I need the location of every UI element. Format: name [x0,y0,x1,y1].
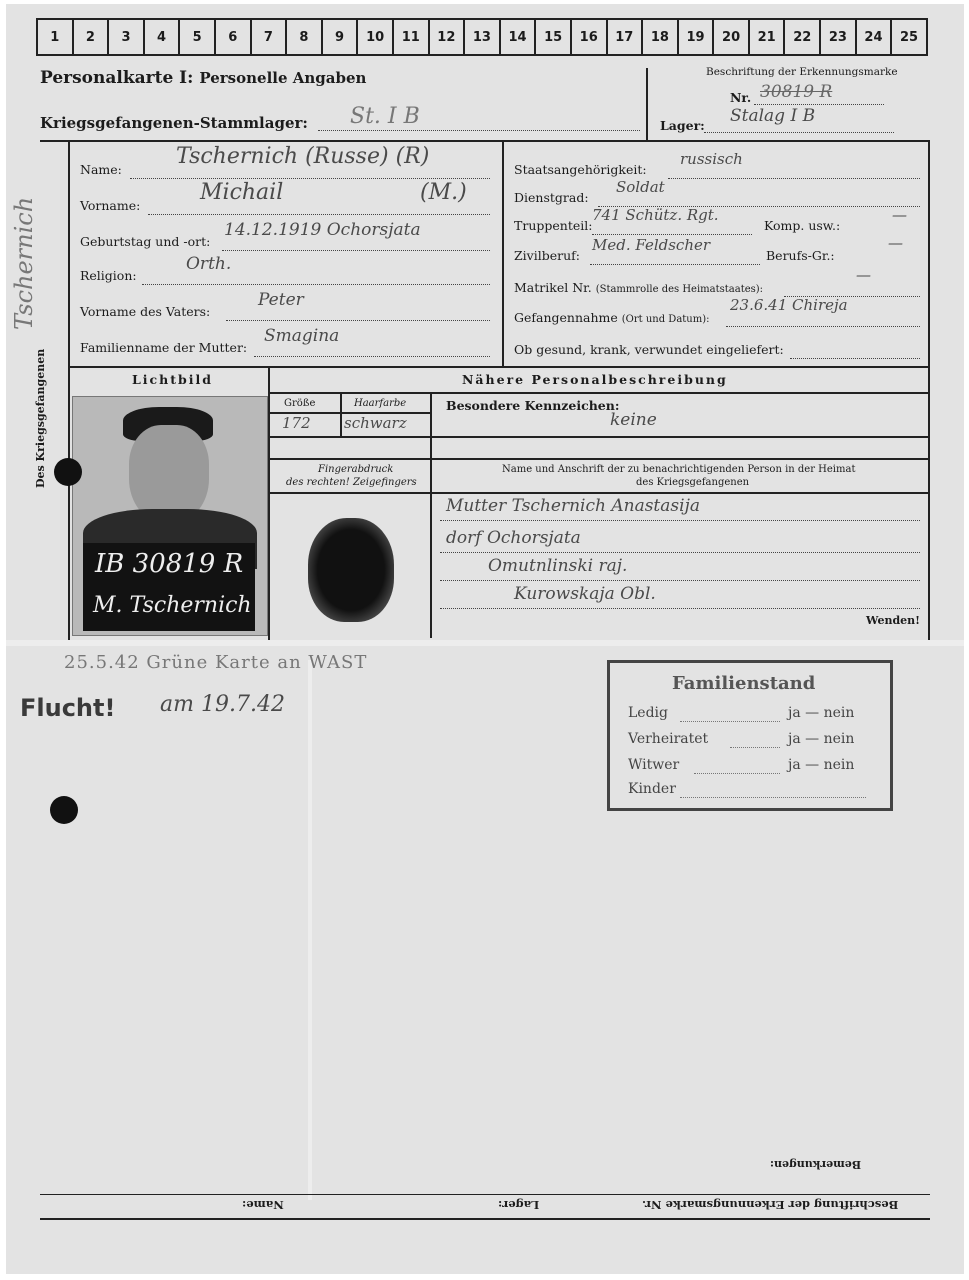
card-title [40,68,366,88]
number-cell: 4 [143,20,179,54]
card-title-text: Personalkarte I: [40,68,194,88]
erkennungsmarke-label: Beschriftung der Erkennungsmarke [706,66,898,78]
card-subtitle: Personelle Angaben [199,69,367,87]
mutter-value: Smagina [264,326,340,346]
photo-slate [83,543,255,631]
groesse-label: Größe [284,398,316,409]
nr-value: 30819 R [760,82,833,102]
gesund-label: Ob gesund, krank, verwundet eingeliefert: [514,342,784,357]
anschrift-line-4: Kurowskaja Obl. [514,584,656,604]
zivilberuf-label: Zivilberuf: [514,248,581,263]
flucht-date: am 19.7.42 [160,692,285,717]
name-label: Name: [80,162,122,177]
gefangen-label [514,310,710,325]
kennzeichen-label: Besondere Kennzeichen: [446,398,620,413]
punch-hole-top [54,458,82,486]
vater-line [226,320,490,321]
number-cell: 12 [428,20,464,54]
berufsgr-value: — [888,234,903,252]
zivilberuf-line [590,264,760,265]
finger-label-1: Fingerabdruck [318,464,394,475]
number-cell: 6 [214,20,250,54]
religion-label: Religion: [80,268,137,283]
anschrift-line-2: dorf Ochorsjata [446,528,581,548]
vater-label: Vorname des Vaters: [80,304,211,319]
anschrift-rule-2 [440,552,920,553]
number-cell: 7 [250,20,286,54]
name-line [130,178,490,179]
groesse-divider [340,392,342,436]
familienstand-verheiratet-options: ja — nein [788,731,855,747]
middle-divider [502,140,504,366]
gruene-karte-note: 25.5.42 Grüne Karte an WAST [64,652,368,673]
finger-top-line [268,458,930,460]
gesund-line [790,358,920,359]
familienstand-kinder: Kinder [628,781,676,797]
number-strip [36,18,928,56]
anschrift-rule-4 [440,608,920,609]
vorname-extra: (M.) [420,180,467,205]
familienstand-verheiratet: Verheiratet [628,731,709,747]
side-handwritten-name: Tschernich [10,196,38,330]
paper-fold-vertical [308,660,312,1200]
komp-value: — [892,206,907,224]
number-cell: 11 [392,20,428,54]
description-header-line [268,392,930,394]
anschrift-label-2: des Kriegsgefangenen [636,477,750,488]
number-cell: 17 [606,20,642,54]
number-cell: 18 [641,20,677,54]
groesse-value: 172 [282,414,311,432]
fingerprint [308,518,394,622]
number-cell: 13 [463,20,499,54]
footer-lager-label: Lager: [498,1198,540,1212]
anschrift-rule-1 [440,520,920,521]
nr-label: Nr. [730,90,752,105]
main-top-line [40,140,930,142]
slate-line-2: M. Tschernich [93,593,252,618]
slate-line-1: IB 30819 R [95,549,244,579]
gefangen-label-text: Gefangennahme [514,310,618,325]
familienstand-witwer: Witwer [628,757,680,773]
number-cell: 20 [712,20,748,54]
bemerkungen-label: Bemerkungen: [770,1158,862,1171]
mutter-label: Familienname der Mutter: [80,340,248,355]
familienstand-verheiratet-dots [730,747,780,748]
number-cell: 10 [356,20,392,54]
number-cell: 14 [499,20,535,54]
vater-value: Peter [258,290,304,310]
gefangen-value: 23.6.41 Chireja [730,296,848,314]
document-paper [6,4,964,1274]
number-cell: 15 [534,20,570,54]
number-cell: 5 [178,20,214,54]
staat-value: russisch [680,150,743,168]
naehere-label: Nähere Personalbeschreibung [462,372,728,387]
familienstand-kinder-dots [680,797,866,798]
flucht-stamp: Flucht! [20,694,116,722]
prisoner-photo [72,396,268,636]
geburt-label: Geburtstag und -ort: [80,234,211,249]
matrikel-sub: (Stammrolle des Heimatstaates): [595,284,764,295]
lager-line [704,132,894,133]
geburt-line [222,250,490,251]
vertical-label: Des Kriegsgefangenen [34,348,47,488]
kennzeichen-divider [430,392,432,638]
familienstand-ledig-dots [680,721,780,722]
vorname-line [148,214,490,215]
staat-line [668,178,920,179]
zivilberuf-value: Med. Feldscher [592,236,711,254]
lager-label: Lager: [660,118,705,133]
truppenteil-line [592,234,752,235]
dienstgrad-label: Dienstgrad: [514,190,589,205]
truppenteil-label: Truppenteil: [514,218,593,233]
number-cell: 16 [570,20,606,54]
haarfarbe-value: schwarz [344,414,407,432]
number-cell: 2 [72,20,108,54]
haarfarbe-label: Haarfarbe [354,398,407,409]
anschrift-line-1: Mutter Tschernich Anastasija [446,496,700,516]
number-cell: 19 [677,20,713,54]
footer-line-top [40,1194,930,1195]
staat-label: Staatsangehörigkeit: [514,162,647,177]
paper-fold-horizontal [6,640,964,646]
number-cell: 25 [890,20,928,54]
familienstand-stamp [607,660,893,811]
punch-hole-bottom [50,796,78,824]
number-cell: 21 [748,20,784,54]
stammlager-line [318,130,640,131]
finger-header-line [268,492,930,494]
nr-line [754,104,884,105]
gefangen-line [726,326,920,327]
finger-label-2: des rechten! Zeigefingers [286,477,417,488]
gefangen-sub: (Ort und Datum): [621,314,710,325]
familienstand-witwer-options: ja — nein [788,757,855,773]
name-value: Tschernich (Russe) (R) [176,144,430,169]
berufsgr-label: Berufs-Gr.: [766,248,835,263]
familienstand-title: Familienstand [672,673,816,694]
anschrift-rule-3 [440,580,920,581]
footer-beschriftung-label: Beschriftung der Erkennungsmarke Nr. [642,1198,899,1212]
section-line-1 [68,366,930,368]
number-cell: 1 [36,20,72,54]
matrikel-value: — [856,266,871,284]
vorname-label: Vorname: [80,198,141,213]
anschrift-line-3: Omutnlinski raj. [488,556,628,576]
left-margin-line [68,140,70,640]
number-cell: 22 [783,20,819,54]
familienstand-ledig: Ledig [628,705,668,721]
number-cell: 23 [819,20,855,54]
kennzeichen-bottom-line [268,436,930,438]
familienstand-witwer-dots [694,773,780,774]
lichtbild-label: Lichtbild [132,372,213,387]
number-cell: 9 [321,20,357,54]
matrikel-label-text: Matrikel Nr. [514,280,592,295]
number-cell: 3 [107,20,143,54]
dienstgrad-value: Soldat [616,178,665,196]
anschrift-label-1: Name und Anschrift der zu benachrichtigenden Person in der Heimat [502,464,856,475]
komp-label: Komp. usw.: [764,218,841,233]
familienstand-ledig-options: ja — nein [788,705,855,721]
stammlager-label: Kriegsgefangenen-Stammlager: [40,114,308,132]
vorname-value: Michail [200,180,284,205]
number-cell: 8 [285,20,321,54]
matrikel-label [514,280,763,295]
header-divider [646,68,648,140]
mutter-line [254,356,490,357]
footer-name-label: Name: [242,1198,284,1212]
number-cell: 24 [855,20,891,54]
kennzeichen-value: keine [610,410,657,430]
truppenteil-value: 741 Schütz. Rgt. [592,206,719,224]
wenden-label: Wenden! [866,614,920,627]
right-border-line [928,140,930,640]
geburt-value: 14.12.1919 Ochorsjata [224,220,421,240]
stammlager-value: St. I B [350,104,420,129]
photo-divider [268,366,270,640]
religion-line [142,284,490,285]
lager-value: Stalag I B [730,106,816,126]
religion-value: Orth. [186,254,232,274]
footer-line-bottom [40,1218,930,1220]
